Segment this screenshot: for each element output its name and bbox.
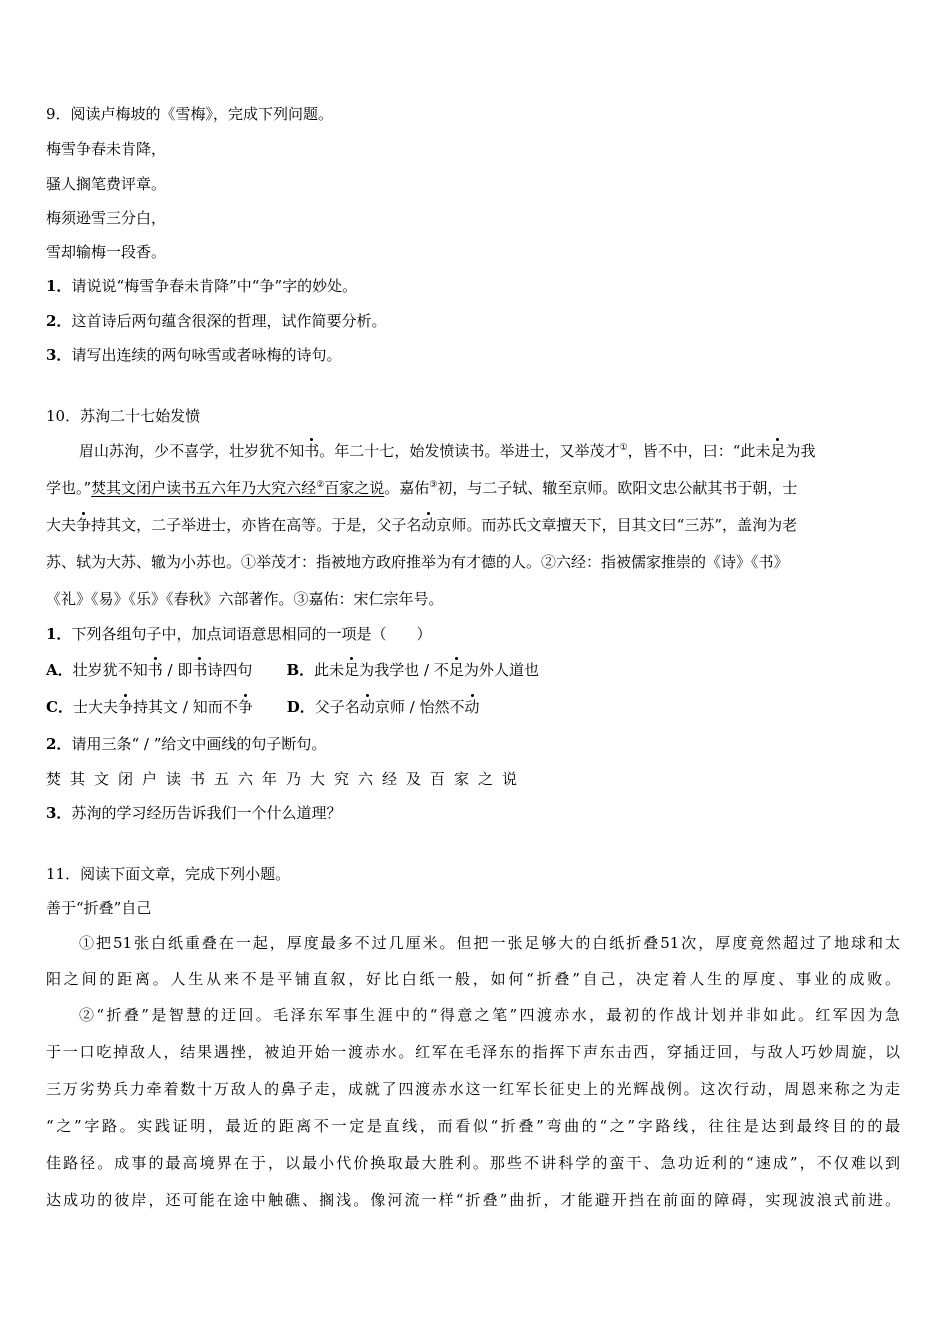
- poem-line: 骚人搁笔费评章。: [46, 175, 167, 193]
- option-b-text: 此未足为我学也 / 不足为外人道也: [314, 661, 539, 679]
- passage-line: 眉山苏洵，少不喜学，壮岁犹不知书。年二十七，始发愤读书。举进士，又举茂才①，皆不中，曰：“此未足为我: [79, 442, 816, 460]
- emphasis-char: 书: [304, 442, 320, 460]
- article-line: 佳路径。成事的最高境界在于，以最小代价换取最大胜利。那些不讲科学的蛮干、急功近利的“速成”，不仅难以到: [46, 1154, 900, 1172]
- article-line: “之”字路。实践证明，最近的距离不一定是直线，而看似“折叠”弯曲的“之”字路线，往往是达到最终目的的最: [46, 1117, 900, 1135]
- question-number: 3．: [46, 346, 72, 364]
- q9-question-2: [46, 311, 386, 331]
- q11-title: 11．阅读下面文章，完成下列小题。: [46, 865, 291, 883]
- emphasis-char: 书: [147, 661, 163, 679]
- question-text: 请说说“梅雪争春未肯降”中“争”字的妙处。: [71, 277, 358, 295]
- article-line: 达成功的彼岸，还可能在途中触礁、搁浅。像河流一样“折叠”曲折，才能避开挡在前面的障碍，实现波浪式前进。: [46, 1191, 900, 1209]
- question-text: 下列各组句子中，加点词语意思相同的一项是（ ）: [71, 625, 432, 643]
- q10-title: 10．苏洵二十七始发愤: [46, 407, 201, 425]
- passage-line: 《礼》《易》《乐》《春秋》六部著作。③嘉佑：宋仁宗年号。: [46, 590, 444, 608]
- poem-line: 梅须逊雪三分白，: [46, 209, 167, 227]
- passage-line: 苏、轼为大苏、辙为小苏也。①举茂才：指被地方政府推举为有才德的人。②六经：指被儒家推崇的《诗》《书》: [46, 553, 789, 571]
- passage-line: 大夫争持其文，二子举进士，亦皆在高等。于是，父子名动京师。而苏氏文章擅天下，目其文曰“三苏”，盖洵为老: [46, 516, 798, 534]
- question-text: 这首诗后两句蕴含很深的哲理，试作简要分析。: [71, 312, 387, 330]
- q9-title: 9．阅读卢梅坡的《雪梅》，完成下列问题。: [46, 105, 334, 123]
- emphasis-char: 争: [237, 698, 253, 716]
- emphasis-char: 足: [770, 442, 786, 460]
- option-a-label: A．: [46, 661, 73, 679]
- article-title: 善于“折叠”自己: [46, 899, 152, 917]
- article-line: 阳之间的距离。人生从来不是平铺直叙，好比白纸一般，如何“折叠”自己，决定着人生的厚度、事业的成败。: [46, 970, 900, 988]
- question-number: 2．: [46, 312, 72, 330]
- question-text: 请用三条“ / ”给文中画线的句子断句。: [71, 735, 327, 753]
- emphasis-char: 足: [448, 661, 464, 679]
- sentence-to-punctuate: 焚其文闭户读书五六年乃大究六经及百家之说: [46, 770, 527, 788]
- emphasis-char: 动: [359, 698, 375, 716]
- article-line: 三万劣势兵力牵着数十万敌人的鼻子走，成就了四渡赤水这一红军长征史上的光辉战例。这次行动，周恩来称之为走: [46, 1080, 900, 1098]
- underlined-sentence: 焚其文闭户读书五六年乃大究六经②百家之说: [91, 479, 385, 497]
- question-number: 1．: [46, 277, 72, 295]
- emphasis-char: 书: [192, 661, 208, 679]
- article-line: ①把51张白纸重叠在一起，厚度最多不过几厘米。但把一张足够大的白纸折叠51次，厚度竟然超过了地球和太: [79, 934, 900, 952]
- q10-options-cd: [46, 697, 480, 717]
- q10-question-3: [46, 803, 341, 823]
- emphasis-char: 争: [76, 516, 92, 534]
- q9-question-1: [46, 276, 357, 296]
- question-number: 3．: [46, 804, 72, 822]
- option-d-text: 父子名动京师 / 怡然不动: [314, 698, 480, 716]
- option-a-text: 壮岁犹不知书 / 即书诗四句: [72, 661, 253, 679]
- emphasis-char: 争: [118, 698, 134, 716]
- question-number: 1．: [46, 625, 72, 643]
- footnote-marker: ①: [619, 443, 628, 453]
- article-line: 于一口吃掉敌人，结果遇挫，被迫开始一渡赤水。红军在毛泽东的指挥下声东击西，穿插迂回，与敌人巧妙周旋，以: [46, 1043, 900, 1061]
- question-number: 2．: [46, 735, 72, 753]
- article-line: ②“折叠”是智慧的迂回。毛泽东军事生涯中的“得意之笔”四渡赤水，最初的作战计划并非如此。红军因为急: [79, 1006, 900, 1024]
- passage-line: 学也。”焚其文闭户读书五六年乃大究六经②百家之说。嘉佑③初，与二子轼、辙至京师。欧阳文忠公献其书于朝，士: [46, 479, 798, 497]
- emphasis-char: 足: [344, 661, 360, 679]
- emphasis-char: 动: [421, 516, 437, 534]
- q10-options-ab: [46, 660, 539, 680]
- q9-question-3: [46, 345, 341, 365]
- poem-line: 雪却输梅一段香。: [46, 243, 167, 261]
- footnote-marker: ③: [429, 480, 438, 490]
- question-text: 苏洵的学习经历告诉我们一个什么道理？: [71, 804, 342, 822]
- emphasis-char: 动: [464, 698, 480, 716]
- option-c-text: 士大夫争持其文 / 知而不争: [72, 698, 253, 716]
- option-b-label: B．: [286, 661, 315, 679]
- poem-line: 梅雪争春未肯降，: [46, 140, 167, 158]
- option-c-label: C．: [46, 698, 73, 716]
- q10-question-1: [46, 624, 431, 644]
- question-text: 请写出连续的两句咏雪或者咏梅的诗句。: [71, 346, 342, 364]
- footnote-marker: ②: [316, 480, 325, 490]
- option-d-label: D．: [286, 698, 315, 716]
- q10-question-2: [46, 734, 326, 754]
